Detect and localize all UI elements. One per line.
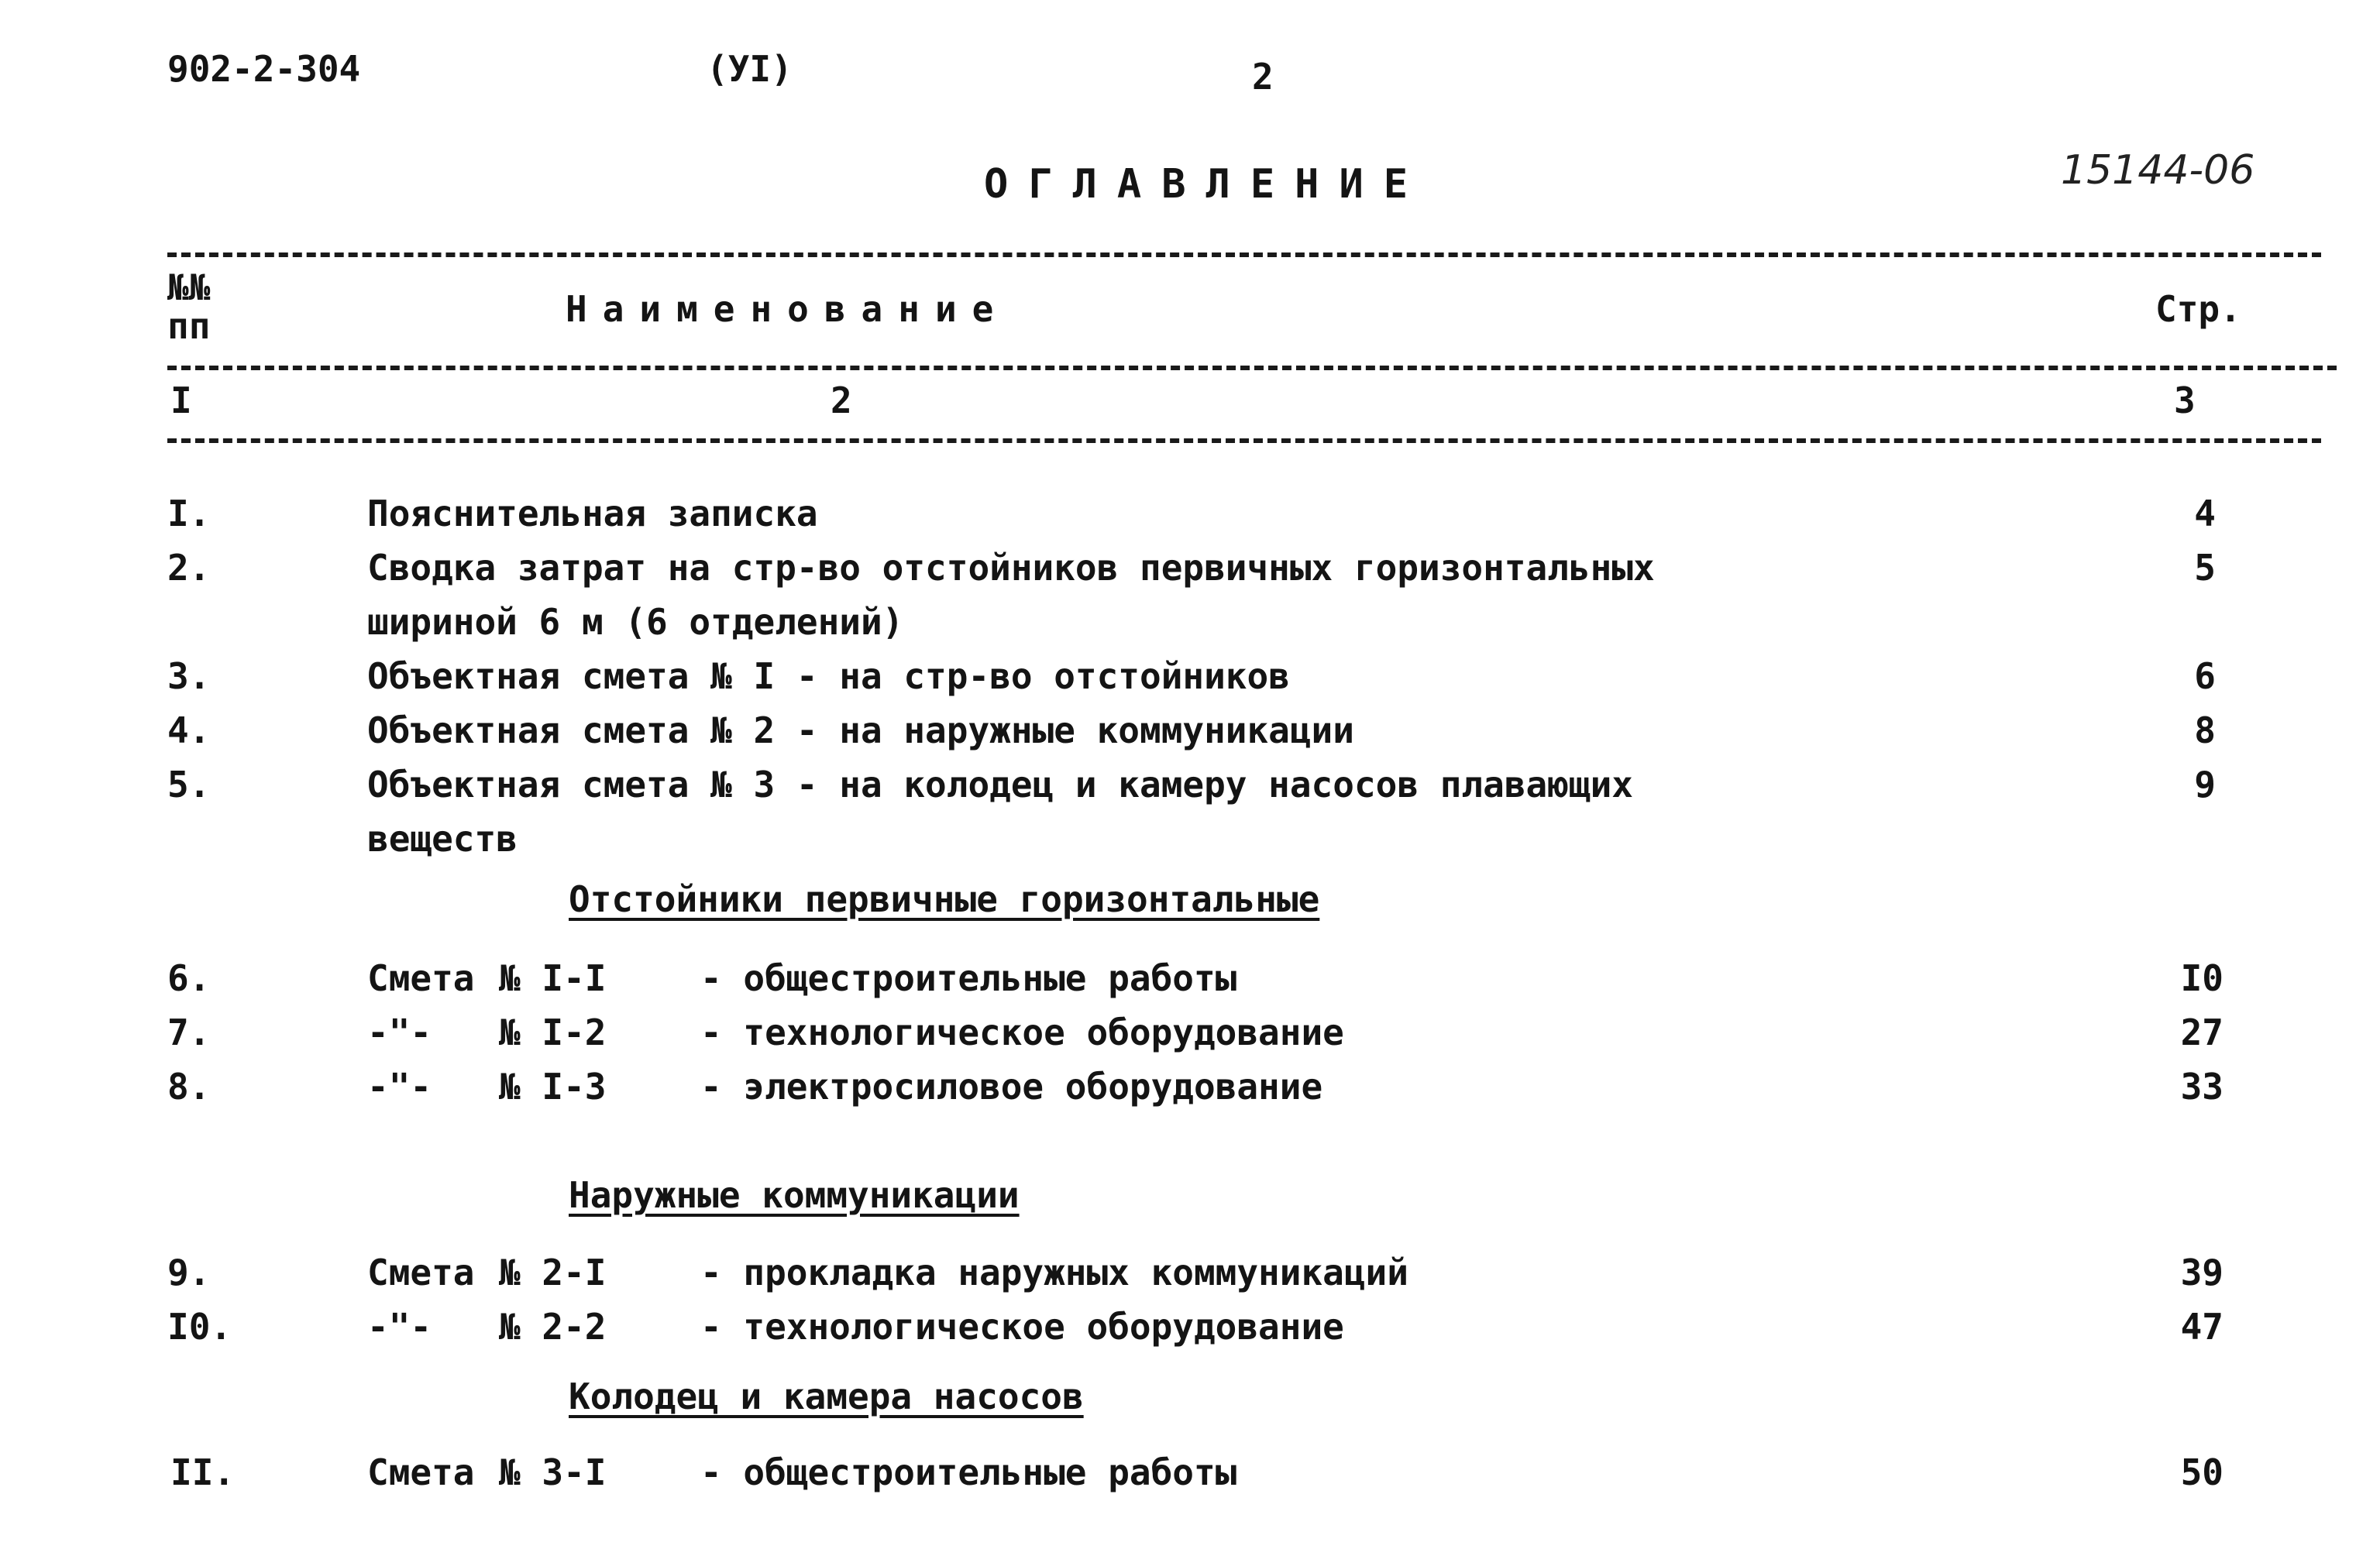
entry-number: 6. xyxy=(167,957,211,999)
document-part: (УI) xyxy=(707,48,793,90)
entry-page: 27 xyxy=(2180,1012,2224,1053)
document-code: 902-2-304 xyxy=(167,48,361,90)
entry-page: I0 xyxy=(2180,957,2224,999)
entry-title: Объектная смета № I - на стр-во отстойников xyxy=(367,655,1290,697)
estimate-number: № 2-I xyxy=(499,1252,607,1293)
page-title: ОГЛАВЛЕНИЕ xyxy=(984,161,1429,208)
handwritten-number: 15144-06 xyxy=(2061,147,2255,194)
entry-page: 47 xyxy=(2180,1306,2224,1348)
section-title: Колодец и камера насосов xyxy=(569,1376,1084,1417)
estimate-label: Смета xyxy=(367,1252,475,1293)
entry-number: 8. xyxy=(167,1066,211,1108)
header-rule-bottom xyxy=(167,438,2321,443)
entry-number: II. xyxy=(170,1451,236,1493)
estimate-number: № I-I xyxy=(499,957,607,999)
entry-title: Объектная смета № 2 - на наружные коммуникации xyxy=(367,709,1354,751)
estimate-number: № 3-I xyxy=(499,1451,607,1493)
entry-page: 5 xyxy=(2194,547,2216,589)
entry-page: 9 xyxy=(2194,764,2216,805)
entry-title-continued: веществ xyxy=(367,818,518,860)
entry-page: 4 xyxy=(2194,493,2216,534)
page-number: 2 xyxy=(1252,56,1274,98)
entry-number: 4. xyxy=(167,709,211,751)
entry-number: I0. xyxy=(167,1306,232,1348)
estimate-number: № I-2 xyxy=(499,1012,607,1053)
column-index-1: I xyxy=(170,380,192,421)
estimate-description: - технологическое оборудование xyxy=(700,1306,1344,1348)
column-number-header-bottom: пп xyxy=(167,305,211,347)
column-number-header-top: №№ xyxy=(167,266,211,308)
column-index-2: 2 xyxy=(831,380,852,421)
header-rule-top xyxy=(167,252,2321,257)
estimate-description: - общестроительные работы xyxy=(700,1451,1237,1493)
column-number-header xyxy=(167,268,210,345)
entry-number: 7. xyxy=(167,1012,211,1053)
entry-number: 5. xyxy=(167,764,211,805)
estimate-description: - общестроительные работы xyxy=(700,957,1237,999)
estimate-label: Смета xyxy=(367,1451,475,1493)
entry-page: 8 xyxy=(2194,709,2216,751)
entry-page: 6 xyxy=(2194,655,2216,697)
section-title: Отстойники первичные горизонтальные xyxy=(569,878,1320,920)
entry-title-continued: шириной 6 м (6 отделений) xyxy=(367,601,904,643)
header-rule-middle xyxy=(167,366,2337,370)
estimate-number: № I-3 xyxy=(499,1066,607,1108)
entry-page: 50 xyxy=(2180,1451,2224,1493)
estimate-description: - прокладка наружных коммуникаций xyxy=(700,1252,1408,1293)
entry-title: Объектная смета № 3 - на колодец и камеру насосов плавающих xyxy=(367,764,1633,805)
entry-number: 3. xyxy=(167,655,211,697)
entry-number: 9. xyxy=(167,1252,211,1293)
entry-title: Пояснительная записка xyxy=(367,493,818,534)
column-index-3: 3 xyxy=(2174,380,2196,421)
column-page-header: Стр. xyxy=(2155,288,2241,330)
estimate-label: Смета xyxy=(367,957,475,999)
column-name-header: Наименование xyxy=(566,288,1009,330)
estimate-number: № 2-2 xyxy=(499,1306,607,1348)
estimate-description: - технологическое оборудование xyxy=(700,1012,1344,1053)
estimate-description: - электросиловое оборудование xyxy=(700,1066,1323,1108)
section-title: Наружные коммуникации xyxy=(569,1174,1020,1216)
estimate-label: -"- xyxy=(367,1012,432,1053)
estimate-label: -"- xyxy=(367,1066,432,1108)
entry-number: 2. xyxy=(167,547,211,589)
entry-number: I. xyxy=(167,493,211,534)
entry-page: 33 xyxy=(2180,1066,2224,1108)
estimate-label: -"- xyxy=(367,1306,432,1348)
entry-page: 39 xyxy=(2180,1252,2224,1293)
entry-title: Сводка затрат на стр-во отстойников первичных горизонтальных xyxy=(367,547,1655,589)
